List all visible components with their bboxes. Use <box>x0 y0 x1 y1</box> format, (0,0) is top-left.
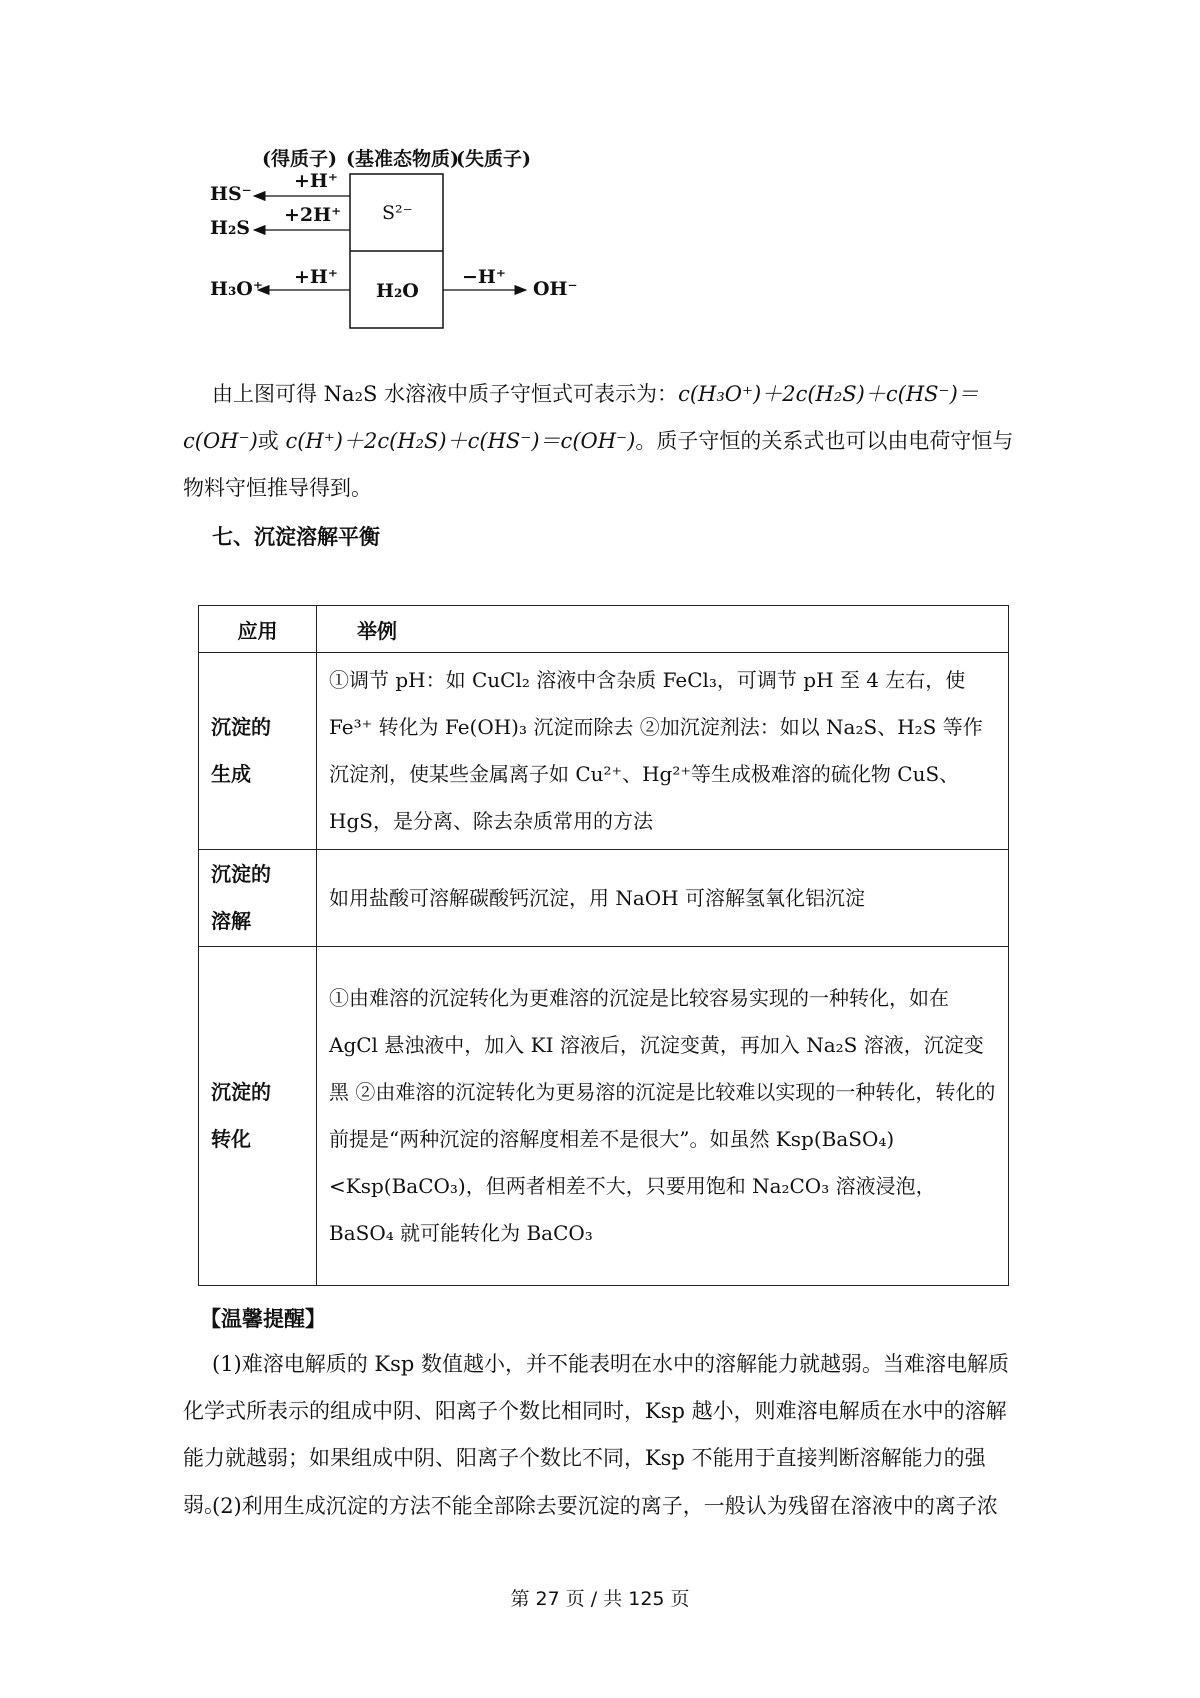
label-line: 生成 <box>211 762 251 786</box>
label-minus-h: −H⁺ <box>462 266 506 288</box>
or-word: 或 <box>257 429 279 453</box>
header-lose-proton: (失质子) <box>456 148 531 170</box>
row-label-dissolution <box>199 850 317 947</box>
section-heading: 七、沉淀溶解平衡 <box>212 524 380 549</box>
header-gain-proton: (得质子) <box>262 148 337 170</box>
table-row <box>199 653 1009 850</box>
table-row <box>199 850 1009 947</box>
precipitation-table <box>198 605 1009 1286</box>
label-plus-h-1: +H⁺ <box>294 170 338 192</box>
species-h2o: H₂O <box>376 280 419 302</box>
label-plus-2h: +2H⁺ <box>284 204 342 226</box>
product-h2s: H₂S <box>210 217 250 239</box>
header-base-species: (基准态物质) <box>346 148 459 170</box>
label-line: 沉淀的 <box>211 862 271 886</box>
row-content-formation: ①调节 pH：如 CuCl₂ 溶液中含杂质 FeCl₃，可调节 pH 至 4 左右，使 Fe³⁺ 转化为 Fe(OH)₃ 沉淀而除去 ②加沉淀剂法：如以 Na₂S、H₂S 等作沉淀剂，使某些金属离子如 Cu²⁺、Hg²⁺等生成极难溶的硫化物 CuS、HgS，是分离、除去杂质常用的方法 <box>317 653 1009 850</box>
header-application: 应用 <box>199 606 317 653</box>
row-content-conversion: ①由难溶的沉淀转化为更难溶的沉淀是比较容易实现的一种转化，如在 AgCl 悬浊液中，加入 KI 溶液后，沉淀变黄，再加入 Na₂S 溶液，沉淀变黑 ②由难溶的沉淀转化为更易溶的沉淀是比较难以实现的一种转化，转化的前提是“两种沉淀的溶解度相差不是很大”。如虽然 Ksp(BaSO₄)<Ksp(BaCO₃)，但两者相差不大，只要用饱和 Na₂CO₃ 溶液浸泡，BaSO₄ 就可能转化为 BaCO₃ <box>317 947 1009 1286</box>
label-line: 溶解 <box>211 909 251 933</box>
species-s2: S²⁻ <box>382 202 413 224</box>
proton-balance-paragraph <box>183 371 1023 512</box>
equation-1: c(H₃O⁺)＋2c(H₂S)＋c(HS⁻)＝c(OH⁻) <box>183 382 979 453</box>
product-h3o: H₃O⁺ <box>210 278 263 300</box>
tip-heading: 【温馨提醒】 <box>200 1306 326 1331</box>
row-label-formation <box>199 653 317 850</box>
table-row <box>199 947 1009 1286</box>
label-plus-h-2: +H⁺ <box>294 266 338 288</box>
row-content-dissolution: 如用盐酸可溶解碳酸钙沉淀，用 NaOH 可溶解氢氧化铝沉淀 <box>317 850 1009 947</box>
tip-paragraph-2: (2)利用生成沉淀的方法不能全部除去要沉淀的离子，一般认为残留在溶液中的离子浓 <box>212 1494 998 1518</box>
proton-balance-diagram <box>210 150 630 360</box>
header-example: 举例 <box>317 606 1009 653</box>
tip-paragraph-1: (1)难溶电解质的 Ksp 数值越小，并不能表明在水中的溶解能力就越弱。当难溶电解质化学式所表示的组成中阴、阳离子个数比相同时，Ksp 越小，则难溶电解质在水中的溶解能力就越弱；如果组成中阴、阳离子个数比不同，Ksp 不能用于直接判断溶解能力的强弱。 <box>183 1352 1010 1517</box>
row-label-conversion <box>199 947 317 1286</box>
product-oh: OH⁻ <box>533 278 578 300</box>
equation-2: c(H⁺)＋2c(H₂S)＋c(HS⁻)＝c(OH⁻) <box>285 429 636 453</box>
product-hs: HS⁻ <box>210 183 252 205</box>
diagram-lines <box>210 150 630 360</box>
label-line: 沉淀的 <box>211 1080 271 1104</box>
paragraph-tail: 。质子守恒的关系式也可以由电荷守恒与物料守恒推导得到。 <box>183 429 1014 500</box>
label-line: 沉淀的 <box>211 715 271 739</box>
paragraph-prefix: 由上图可得 Na₂S 水溶液中质子守恒式可表示为： <box>212 382 679 406</box>
page-footer: 第 27 页 / 共 125 页 <box>510 1588 690 1610</box>
label-line: 转化 <box>211 1127 251 1151</box>
table-header-row <box>199 606 1009 653</box>
